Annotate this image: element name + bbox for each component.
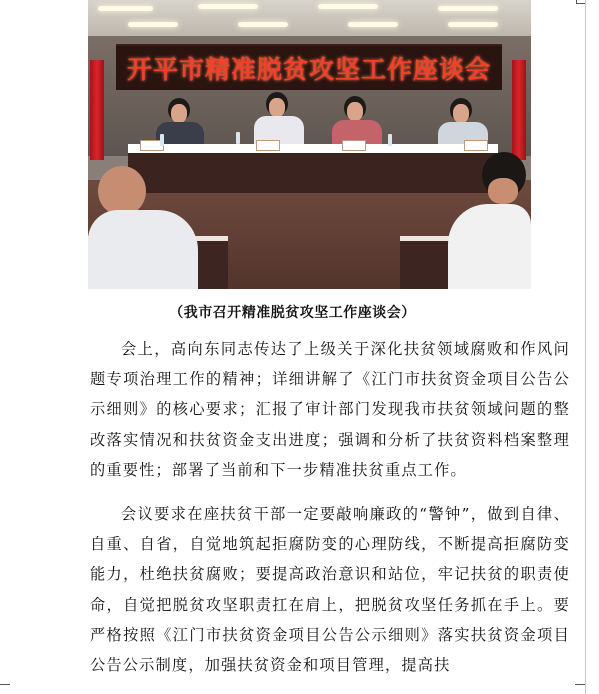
photo-caption: （我市召开精准脱贫攻坚工作座谈会）	[169, 305, 416, 321]
nameplate	[342, 140, 366, 151]
meeting-banner	[116, 44, 502, 90]
ceiling-light	[128, 22, 178, 27]
front-attendee	[438, 152, 531, 289]
ceiling-light	[198, 4, 258, 9]
meeting-photo	[88, 0, 531, 289]
ceiling-light	[438, 6, 498, 11]
ceiling-light	[448, 22, 498, 27]
banner-text: 开平市精准脱贫攻坚工作座谈会	[126, 55, 491, 84]
crop-mark	[575, 684, 585, 685]
body-paragraph: 会议要求在座扶贫干部一定要敲响廉政的“警钟”，做到自律、自重、自省，自觉地筑起拒腐防变的心理防线，不断提高拒腐防变能力，杜绝扶贫腐败；要提高政治意识和站位，牢记扶贫的职责使命，自觉把脱贫攻坚职责扛在肩上，把脱贫攻坚任务抓在手上。要严格按照《江门市扶贫资金项目公告公示细则》落实扶贫资金项目公告公示制度，加强扶贫资金和项目管理，提高扶	[90, 505, 570, 675]
red-flag	[90, 60, 104, 160]
body-paragraph: 会上，高向东同志传达了上级关于深化扶贫领域腐败和作风问题专项治理工作的精神；详细讲解了《江门市扶贫资金项目公告公示细则》的核心要求；汇报了审计部门发现我市扶贫领域问题的整改落实情况和扶贫资金支出进度；强调和分析了扶贫资料档案整理的重要性；部署了当前和下一步精准扶贫重点工作。	[90, 340, 570, 479]
nameplate	[464, 140, 488, 151]
ceiling-light	[98, 6, 153, 11]
water-bottle	[160, 134, 164, 146]
nameplate	[256, 140, 280, 151]
water-bottle	[388, 134, 392, 146]
front-attendee	[88, 166, 218, 289]
red-flag	[512, 60, 526, 160]
ceiling-light	[348, 22, 398, 27]
crop-mark	[576, 3, 585, 4]
ceiling-light	[238, 22, 288, 27]
page-edge	[585, 0, 586, 694]
ceiling-light	[318, 4, 378, 9]
crop-mark	[0, 684, 10, 685]
water-bottle	[236, 132, 240, 144]
